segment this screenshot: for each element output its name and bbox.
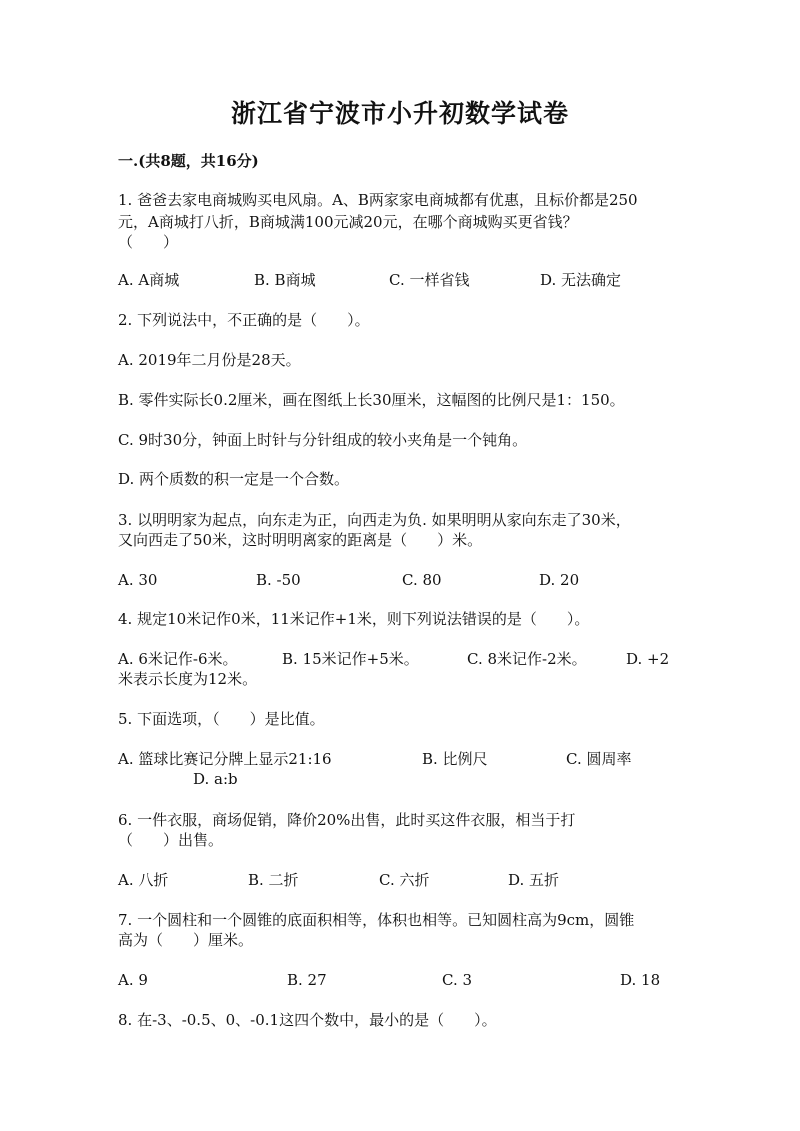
question-5-option-b: B. 比例尺	[422, 750, 488, 768]
question-7-option-c: C. 3	[442, 971, 473, 989]
question-6-option-a: A. 八折	[118, 871, 169, 889]
question-1-option-d: D. 无法确定	[540, 271, 622, 289]
question-1-line-1: 1. 爸爸去家电商城购买电风扇。A、B两家家电商城都有优惠，且标价都是250	[118, 191, 638, 209]
question-1-option-b: B. B商城	[254, 271, 316, 289]
question-7-option-d: D. 18	[620, 971, 661, 989]
question-5-option-a: A. 篮球比赛记分牌上显示21:16	[118, 750, 332, 768]
question-7-option-a: A. 9	[118, 971, 148, 989]
question-3-option-b: B. -50	[256, 571, 301, 589]
question-2-option-d: D. 两个质数的积一定是一个合数。	[118, 470, 350, 488]
question-6-line-1: 6. 一件衣服，商场促销，降价20%出售，此时买这件衣服，相当于打	[118, 811, 576, 829]
question-4-option-d-continued: 米表示长度为12米。	[118, 670, 258, 688]
question-3-option-c: C. 80	[402, 571, 442, 589]
question-6-option-c: C. 六折	[379, 871, 430, 889]
question-4-option-c: C. 8米记作-2米。	[467, 650, 587, 668]
question-8-line-1: 8. 在-3、-0.5、0、-0.1这四个数中，最小的是（ ）。	[118, 1011, 497, 1029]
question-2-line-1: 2. 下列说法中，不正确的是（ ）。	[118, 311, 370, 329]
question-5-line-1: 5. 下面选项，（ ）是比值。	[118, 710, 325, 728]
question-5-option-d: D. a:b	[193, 770, 238, 788]
question-4-option-b: B. 15米记作+5米。	[282, 650, 419, 668]
question-4-option-a: A. 6米记作-6米。	[118, 650, 238, 668]
question-1-line-3: （ ）	[118, 233, 179, 251]
question-4-option-d: D. +2	[626, 650, 670, 668]
page-title: 浙江省宁波市小升初数学试卷	[230, 99, 569, 128]
question-6-line-2: （ ）出售。	[118, 831, 224, 849]
question-3-line-1: 3. 以明明家为起点，向东走为正，向西走为负. 如果明明从家向东走了30米，	[118, 511, 631, 529]
question-3-line-2: 又向西走了50米，这时明明离家的距离是（ ）米。	[118, 531, 483, 549]
question-3-option-d: D. 20	[539, 571, 580, 589]
question-2-option-c: C. 9时30分，钟面上时针与分针组成的较小夹角是一个钝角。	[118, 431, 528, 449]
question-7-line-2: 高为（ ）厘米。	[118, 931, 254, 949]
question-2-option-a: A. 2019年二月份是28天。	[118, 351, 301, 369]
section-heading: 一.(共8题，共16分)	[118, 152, 259, 170]
question-7-option-b: B. 27	[287, 971, 327, 989]
question-7-line-1: 7. 一个圆柱和一个圆锥的底面积相等，体积也相等。已知圆柱高为9cm，圆锥	[118, 911, 635, 929]
question-6-option-d: D. 五折	[508, 871, 560, 889]
question-4-line-1: 4. 规定10米记作0米，11米记作+1米，则下列说法错误的是（ ）。	[118, 610, 590, 628]
question-3-option-a: A. 30	[118, 571, 158, 589]
question-6-option-b: B. 二折	[248, 871, 299, 889]
question-2-option-b: B. 零件实际长0.2厘米，画在图纸上长30厘米，这幅图的比例尺是1：150。	[118, 391, 625, 409]
question-5-option-c: C. 圆周率	[566, 750, 632, 768]
question-1-option-a: A. A商城	[118, 271, 180, 289]
question-1-option-c: C. 一样省钱	[389, 271, 470, 289]
question-1-line-2: 元，A商城打八折，B商城满100元减20元，在哪个商城购买更省钱？	[118, 213, 578, 231]
